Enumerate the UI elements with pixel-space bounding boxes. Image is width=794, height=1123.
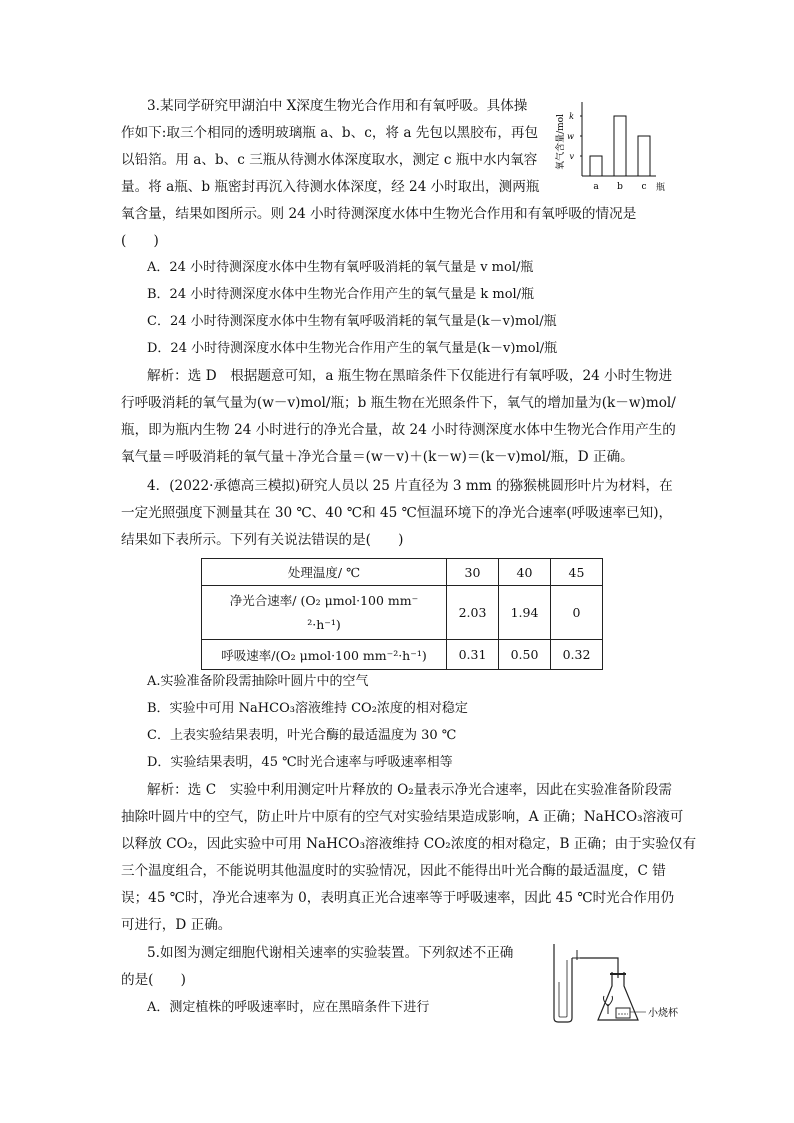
chart-y-tick-label: k <box>569 112 574 121</box>
chart-xlabel: 瓶 <box>656 183 666 193</box>
table-header-temp: 45 <box>551 559 603 586</box>
q4-option-c: C．上表实验结果表明，叶光合酶的最适温度为 30 ℃ <box>147 728 457 743</box>
q3-line-6: ( ) <box>121 233 159 249</box>
q4-line-3: 结果如下表所示。下列有关说法错误的是( ) <box>121 532 404 548</box>
q4-analysis-2: 抽除叶圆片中的空气，防止叶片中原有的空气对实验结果造成影响，A 正确；NaHCO₃溶液可 <box>121 809 684 825</box>
chart-x-tick-label: b <box>617 182 623 192</box>
chart-ylabel: 氧气含量/mol <box>556 114 566 170</box>
table-row-label: 呼吸速率/(O₂ μmol·100 mm⁻²·h⁻¹) <box>202 640 447 670</box>
q4-analysis-3: 以释放 CO₂，因此实验中可用 NaHCO₃溶液维持 CO₂浓度的相对稳定，B 正确；由于实验仅有 <box>121 836 697 852</box>
u-tube <box>554 944 572 1022</box>
u-tube-inner <box>559 960 567 1017</box>
q4-analysis-5: 误；45 ℃时，净光合速率为 0，表明真正光合速率等于呼吸速率，因此 45 ℃时光合作用仍 <box>121 890 675 906</box>
q3-option-a: A．24 小时待测深度水体中生物有氧呼吸消耗的氧气量是 v mol/瓶 <box>147 260 534 275</box>
chart-bar-c <box>638 136 650 176</box>
table-cell: 1.94 <box>499 586 551 640</box>
q4-analysis-1: 解析：选 C 实验中利用测定叶片释放的 O₂量表示净光合速率，因此在实验准备阶段需 <box>147 782 673 798</box>
chart-bar-a <box>590 156 602 176</box>
table-cell: 0.50 <box>499 640 551 670</box>
q4-option-b: B．实验中可用 NaHCO₃溶液维持 CO₂浓度的相对稳定 <box>147 701 468 716</box>
chart-x-tick-label: a <box>593 182 599 192</box>
table-header-temp: 30 <box>447 559 499 586</box>
q3-analysis-3: 瓶，即为瓶内生物 24 小时进行的净光合量，故 24 小时待测深度水体中生物光合作用产生的 <box>121 422 676 438</box>
q5-line-2: 的是( ) <box>121 972 186 988</box>
q3-option-c: C．24 小时待测深度水体中生物有氧呼吸消耗的氧气量是(k－v)mol/瓶 <box>147 314 557 329</box>
chart-y-tick-label: w <box>567 132 574 141</box>
table-row-label-line: 净光合速率/ (O₂ μmol·100 mm⁻ <box>229 592 419 608</box>
q4-option-a: A.实验准备阶段需抽除叶圆片中的空气 <box>147 674 369 689</box>
table-row-label-line: ²·h⁻¹) <box>307 616 341 632</box>
table-row-label <box>202 586 447 640</box>
table-cell: 2.03 <box>447 586 499 640</box>
q4-line-2: 一定光照强度下测量其在 30 ℃、40 ℃和 45 ℃恒温环境下的净光合速率(呼吸速率已知)， <box>121 505 673 521</box>
q3-option-d: D．24 小时待测深度水体中生物光合作用产生的氧气量是(k－v)mol/瓶 <box>147 341 558 356</box>
q3-analysis-2: 行呼吸消耗的氧气量为(w－v)mol/瓶；b 瓶生物在光照条件下，氧气的增加量为(k－w)mol/ <box>121 395 676 411</box>
table-header-label: 处理温度/ ℃ <box>202 559 447 586</box>
oxygen-bar-chart <box>552 98 682 194</box>
table-cell: 0.31 <box>447 640 499 670</box>
small-beaker <box>616 1008 630 1018</box>
q3-line-1: 3.某同学研究甲湖泊中 X深度生物光合作用和有氧呼吸。具体操 <box>147 98 528 114</box>
q3-line-3: 以铅箔。用 a、b、c 三瓶从待测水体深度取水，测定 c 瓶中水内氧容 <box>121 152 538 168</box>
q3-analysis-1: 解析：选 D 根据题意可知，a 瓶生物在黑暗条件下仅能进行有氧呼吸，24 小时生物进 <box>147 368 673 384</box>
plant-icon <box>604 996 613 1014</box>
q4-line-1: 4．(2022·承德高三模拟)研究人员以 25 片直径为 3 mm 的猕猴桃圆形叶片为材料，在 <box>147 478 673 494</box>
table-cell: 0.32 <box>551 640 603 670</box>
q3-line-4: 量。将 a瓶、b 瓶密封再沉入待测水体深度，经 24 小时取出，测两瓶 <box>121 179 540 195</box>
q4-analysis-4: 三个温度组合，不能说明其他温度时的实验情况，因此不能得出叶光合酶的最适温度，C 错 <box>121 863 666 879</box>
q3-analysis-4: 氧气量＝呼吸消耗的氧气量＋净光合量＝(w－v)＋(k－w)＝(k－v)mol/瓶，D 正确。 <box>121 449 634 465</box>
results-table <box>201 558 603 670</box>
chart-x-tick-label: c <box>641 182 647 192</box>
q3-option-b: B．24 小时待测深度水体中生物光合作用产生的氧气量是 k mol/瓶 <box>147 287 535 302</box>
q3-line-2: 作如下:取三个相同的透明玻璃瓶 a、b、c，将 a 先包以黑胶布，再包 <box>121 125 539 141</box>
q5-line-1: 5.如图为测定细胞代谢相关速率的实验装置。下列叙述不正确 <box>147 945 514 961</box>
beaker-label: 小烧杯 <box>648 1008 678 1019</box>
table-cell: 0 <box>551 586 603 640</box>
q4-analysis-6: 可进行，D 正确。 <box>121 917 232 933</box>
chart-y-tick-label: v <box>569 152 574 161</box>
q5-option-a: A．测定植株的呼吸速率时，应在黑暗条件下进行 <box>147 1000 430 1015</box>
q4-option-d: D．实验结果表明，45 ℃时光合速率与呼吸速率相等 <box>147 755 453 770</box>
chart-bar-b <box>614 116 626 176</box>
table-header-temp: 40 <box>499 559 551 586</box>
q3-line-5: 氧含量，结果如图所示。则 24 小时待测深度水体中生物光合作用和有氧呼吸的情况是 <box>121 206 637 222</box>
apparatus-figure <box>546 942 686 1028</box>
